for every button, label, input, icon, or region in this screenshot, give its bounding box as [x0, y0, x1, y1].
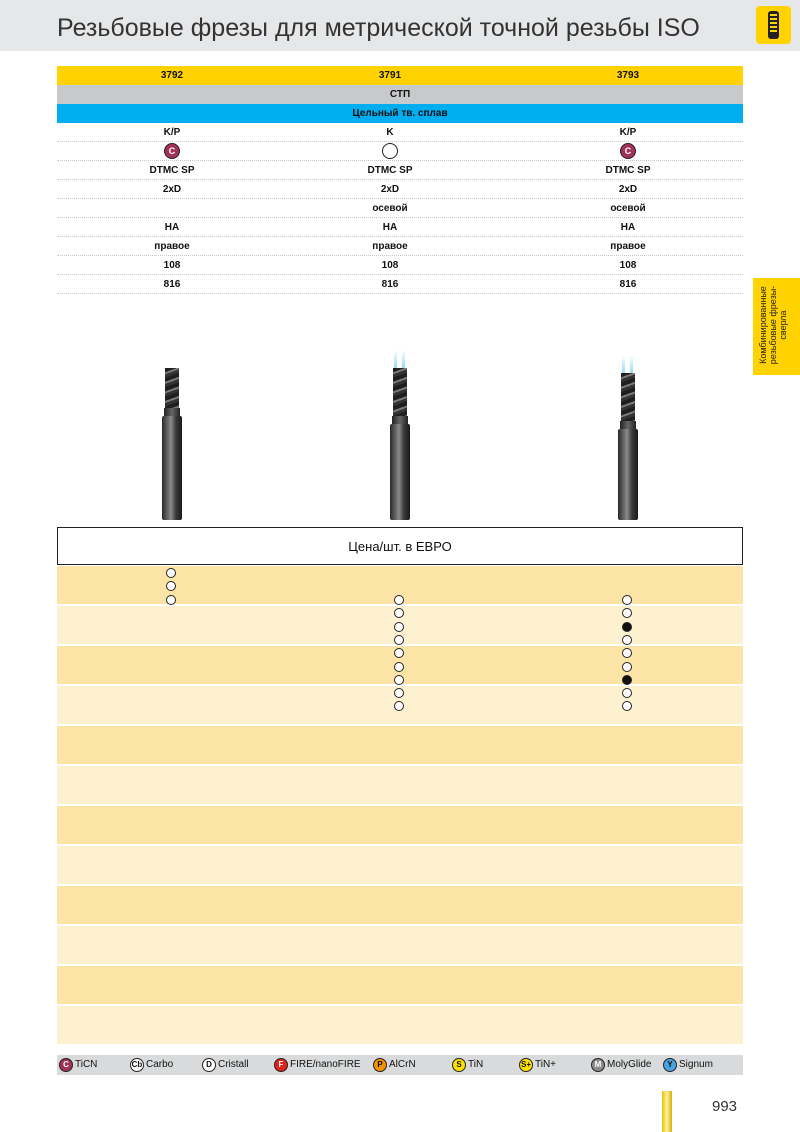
legend-label: TiCN	[75, 1059, 98, 1070]
legend-item	[591, 1057, 651, 1073]
material-group-row	[57, 85, 743, 104]
coating-badge-icon: F	[274, 1058, 288, 1072]
tool-image-3791	[385, 350, 415, 520]
availability-stock-icon	[622, 622, 632, 632]
spec-cell: правое	[154, 241, 190, 252]
coating-legend	[57, 1055, 743, 1075]
spec-cell: осевой	[372, 203, 408, 214]
page-header	[0, 0, 800, 51]
spec-row-application	[57, 123, 743, 142]
table-band	[57, 886, 743, 924]
spec-row-type	[57, 161, 743, 180]
section-tab[interactable]	[753, 278, 800, 375]
spec-cell: правое	[372, 241, 408, 252]
legend-label: TiN	[468, 1059, 484, 1070]
coating-badge-icon: D	[202, 1058, 216, 1072]
availability-order-icon	[394, 595, 404, 605]
spec-cell: DTMC SP	[367, 165, 413, 176]
coating-none-icon	[382, 143, 398, 159]
spec-cell: HA	[382, 222, 398, 233]
coating-badge-icon: Y	[663, 1058, 677, 1072]
legend-item	[452, 1057, 483, 1073]
spec-cell: 108	[381, 260, 399, 271]
spec-cell: 108	[619, 260, 637, 271]
spec-cell: DTMC SP	[149, 165, 195, 176]
legend-item	[519, 1057, 556, 1073]
table-band	[57, 766, 743, 804]
spec-row-page-ref-1	[57, 256, 743, 275]
table-band	[57, 926, 743, 964]
legend-label: Cristall	[218, 1059, 249, 1070]
table-band	[57, 726, 743, 764]
material-type: Цельный тв. сплав	[352, 108, 448, 119]
legend-item	[274, 1057, 361, 1073]
footer-accent	[662, 1091, 672, 1132]
availability-stock-icon	[622, 675, 632, 685]
coating-badge-icon: C	[59, 1058, 73, 1072]
legend-label: FIRE/nanoFIRE	[290, 1059, 361, 1070]
legend-label: AlCrN	[389, 1059, 416, 1070]
legend-label: MolyGlide	[607, 1059, 652, 1070]
table-band	[57, 846, 743, 884]
spec-cell: 2xD	[618, 184, 638, 195]
availability-order-icon	[166, 595, 176, 605]
coating-badge-icon: P	[373, 1058, 387, 1072]
spec-row-depth	[57, 180, 743, 199]
availability-order-icon	[622, 595, 632, 605]
legend-label: Signum	[679, 1059, 713, 1070]
spec-cell: 108	[163, 260, 181, 271]
article-3791: 3791	[378, 70, 402, 81]
coating-ticn-icon: C	[620, 143, 636, 159]
page-number: 993	[712, 1098, 738, 1115]
table-band	[57, 806, 743, 844]
price-label: Цена/шт. в ЕВРО	[348, 539, 452, 554]
article-3792: 3792	[160, 70, 184, 81]
spec-cell: правое	[610, 241, 646, 252]
legend-label: Carbo	[146, 1059, 174, 1070]
price-header	[57, 527, 743, 565]
material-type-row	[57, 104, 743, 123]
availability-order-icon	[622, 662, 632, 672]
spec-cell: 2xD	[380, 184, 400, 195]
legend-item	[663, 1057, 713, 1073]
spec-cell: HA	[620, 222, 636, 233]
table-band	[57, 966, 743, 1004]
spec-cell: осевой	[610, 203, 646, 214]
thread-mill-icon	[756, 6, 791, 44]
spec-row-direction	[57, 237, 743, 256]
availability-order-icon	[394, 675, 404, 685]
spec-cell: 816	[381, 279, 399, 290]
availability-order-icon	[394, 635, 404, 645]
spec-cell: 816	[163, 279, 181, 290]
article-3793: 3793	[616, 70, 640, 81]
tool-image-3792	[157, 368, 187, 520]
spec-cell: 816	[619, 279, 637, 290]
availability-order-icon	[622, 635, 632, 645]
spec-cell	[97, 199, 247, 218]
legend-item	[130, 1057, 173, 1073]
coating-badge-icon: M	[591, 1058, 605, 1072]
spec-cell: K	[386, 127, 394, 138]
coating-badge-icon: Cb	[130, 1058, 144, 1072]
spec-row-coating	[57, 142, 743, 161]
spec-row-shank	[57, 218, 743, 237]
spec-row-page-ref-2	[57, 275, 743, 294]
coating-ticn-icon: C	[164, 143, 180, 159]
spec-cell: 2xD	[162, 184, 182, 195]
availability-order-icon	[394, 662, 404, 672]
table-band	[57, 1006, 743, 1044]
spec-row-coolant	[57, 199, 743, 218]
section-tab-label: Комбинированные резьбовые фрезы-сверла	[758, 285, 788, 365]
spec-cell: HA	[164, 222, 180, 233]
tool-image-3793	[613, 355, 643, 520]
legend-item	[202, 1057, 249, 1073]
availability-order-icon	[394, 622, 404, 632]
article-number-row	[57, 66, 743, 85]
legend-label: TiN+	[535, 1059, 557, 1070]
spec-cell: K/P	[619, 127, 637, 138]
coating-badge-icon: S	[452, 1058, 466, 1072]
legend-item	[59, 1057, 97, 1073]
availability-order-icon	[166, 568, 176, 578]
legend-item	[373, 1057, 416, 1073]
spec-cell: DTMC SP	[605, 165, 651, 176]
coating-badge-icon: S+	[519, 1058, 533, 1072]
spec-cell: K/P	[163, 127, 181, 138]
material-group: СТП	[389, 89, 411, 100]
page-title: Резьбовые фрезы для метрической точной резьбы ISO	[57, 14, 700, 42]
